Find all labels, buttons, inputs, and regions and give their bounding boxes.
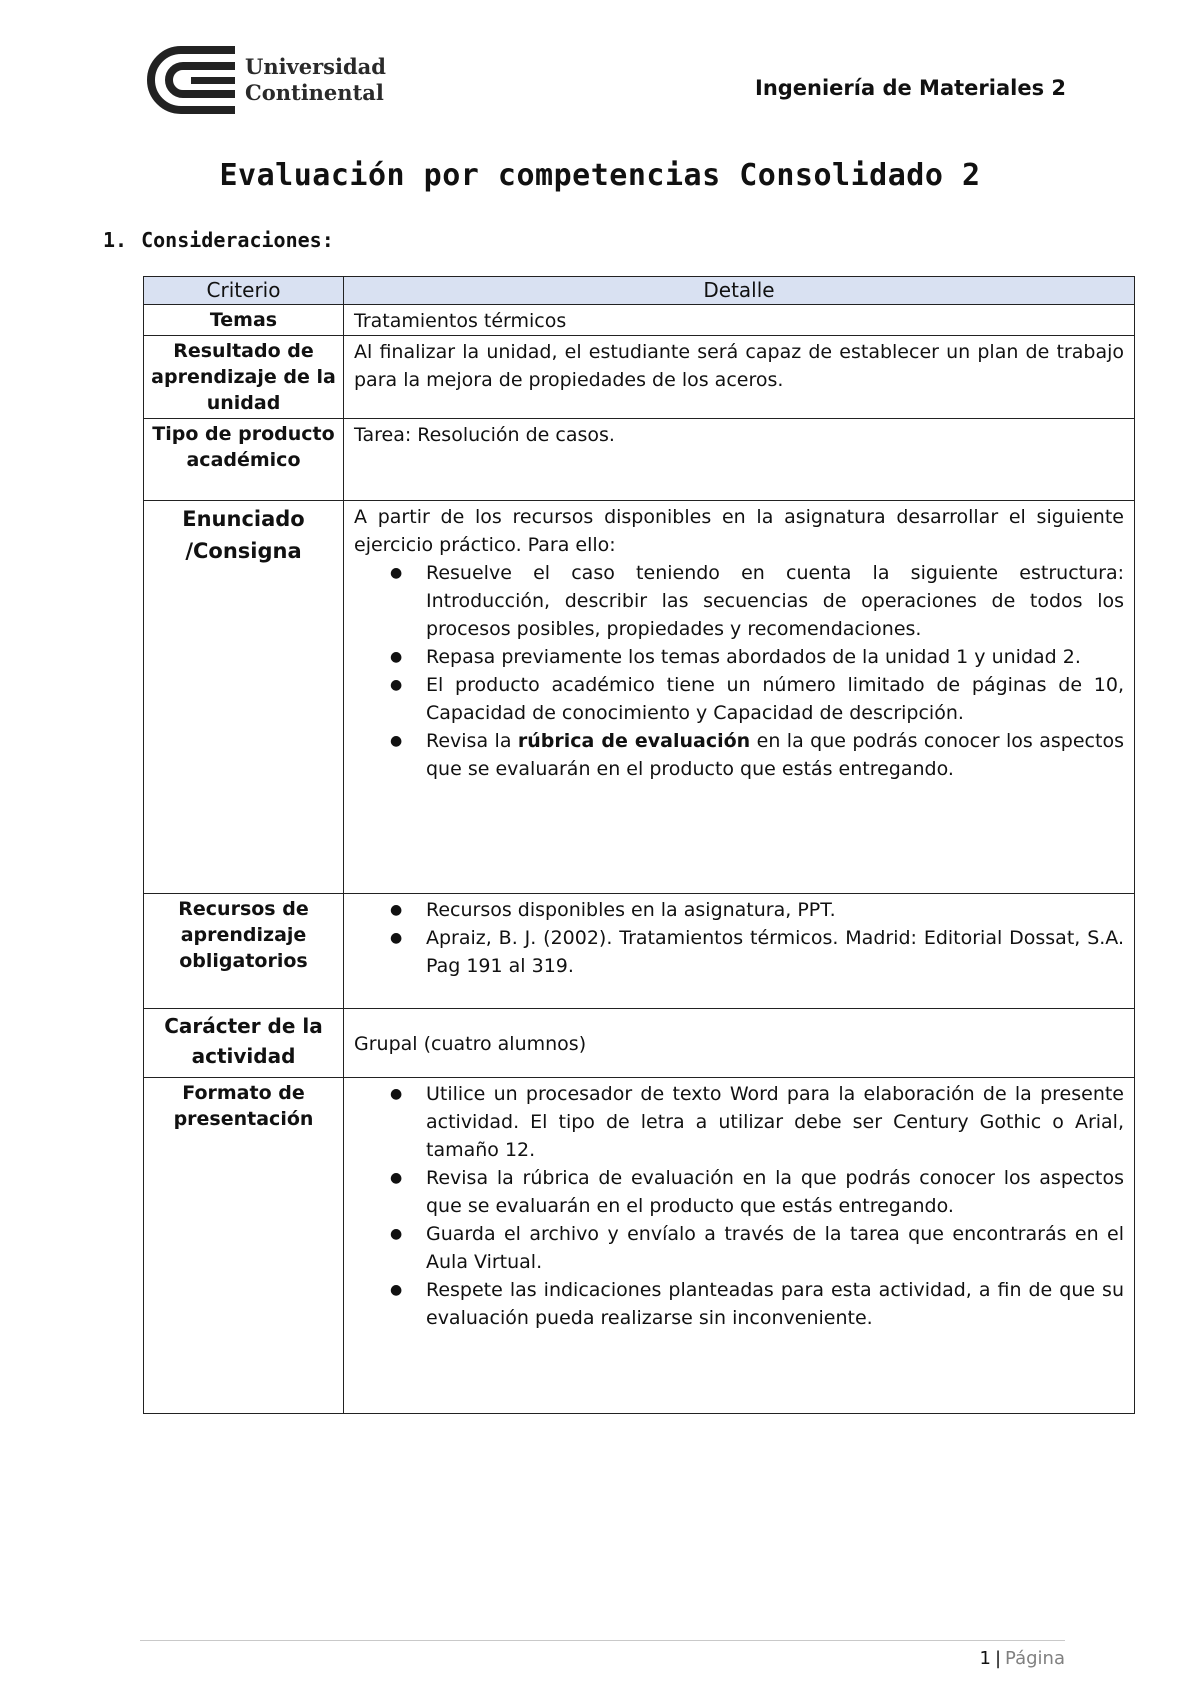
enunciado-list [354, 559, 1124, 783]
course-name: Ingeniería de Materiales 2 [755, 76, 1066, 100]
list-item: ● El producto académico tiene un número limitado de páginas de 10, Capacidad de conocimiento y Capacidad de descripción. [426, 671, 1124, 727]
formato-list [354, 1080, 1124, 1332]
criterion-detail: Al finalizar la unidad, el estudiante será capaz de establecer un plan de trabajo para la mejora de propiedades de los aceros. [344, 336, 1135, 419]
criterion-detail [344, 894, 1135, 1009]
table-row-temas [144, 305, 1135, 336]
criterion-label: Carácter de la actividad [144, 1009, 344, 1078]
page-footer [980, 1648, 1065, 1669]
table-row-resultado [144, 336, 1135, 419]
table-row-caracter [144, 1009, 1135, 1078]
list-item: ● Apraiz, B. J. (2002). Tratamientos térmicos. Madrid: Editorial Dossat, S.A. Pag 191 al 319. [426, 924, 1124, 980]
university-logo [145, 44, 386, 116]
rubric-emphasis: rúbrica de evaluación [517, 730, 751, 752]
enunciado-intro: A partir de los recursos disponibles en la asignatura desarrollar el siguiente ejercicio práctico. Para ello: [354, 506, 1124, 556]
criterion-detail: Grupal (cuatro alumnos) [344, 1009, 1135, 1078]
criterion-label-text: Enunciado /Consigna [182, 507, 305, 563]
column-header-detalle: Detalle [344, 277, 1135, 305]
criterion-detail [344, 1078, 1135, 1414]
list-item: ● Resuelve el caso teniendo en cuenta la siguiente estructura: Introducción, describir las secuencias de operaciones de todos los procesos posibles, propiedades y recomendaciones. [426, 559, 1124, 643]
list-item-text: Revisa la [426, 730, 512, 752]
list-item-text: en la que podrás conocer los aspectos que se evaluarán en el producto que estás entregando. [426, 730, 1124, 780]
list-item: ● Recursos disponibles en la asignatura, PPT. [426, 896, 1124, 924]
criterion-label: Tipo de producto académico [144, 419, 344, 501]
criterion-label: Recursos de aprendizaje obligatorios [144, 894, 344, 1009]
list-item: ● Guarda el archivo y envíalo a través de la tarea que encontrarás en el Aula Virtual. [426, 1220, 1124, 1276]
section-heading [103, 228, 334, 252]
table-header-row [144, 277, 1135, 305]
criterion-label: Temas [144, 305, 344, 336]
list-item [426, 727, 1124, 783]
table-row-enunciado [144, 501, 1135, 894]
list-item: ● Repasa previamente los temas abordados de la unidad 1 y unidad 2. [426, 643, 1124, 671]
document-title: Evaluación por competencias Consolidado 2 [219, 158, 981, 193]
footer-divider [140, 1640, 1065, 1641]
list-item: ● Respete las indicaciones planteadas para esta actividad, a fin de que su evaluación pueda realizarse sin inconveniente. [426, 1276, 1124, 1332]
criterion-label: Formato de presentación [144, 1078, 344, 1414]
criterion-label: Resultado de aprendizaje de la unidad [144, 336, 344, 419]
table-row-tipo [144, 419, 1135, 501]
table-row-recursos [144, 894, 1135, 1009]
list-item: ● Revisa la rúbrica de evaluación en la que podrás conocer los aspectos que se evaluarán en el producto que estás entregando. [426, 1164, 1124, 1220]
criterion-label [144, 501, 344, 894]
logo-line-2: Continental [245, 80, 384, 105]
criterion-detail [344, 501, 1135, 894]
logo-line-1: Universidad [245, 54, 386, 79]
criterion-detail: Tratamientos térmicos [344, 305, 1135, 336]
continental-logo-icon [145, 44, 237, 116]
page-number: 1 [979, 1648, 991, 1669]
section-label: Consideraciones: [141, 228, 334, 252]
considerations-table [143, 276, 1135, 1414]
column-header-criterio: Criterio [144, 277, 344, 305]
section-number: 1. [103, 228, 128, 252]
table-row-formato [144, 1078, 1135, 1414]
criterion-detail: Tarea: Resolución de casos. [344, 419, 1135, 501]
logo-wordmark [245, 54, 386, 106]
recursos-list [354, 896, 1124, 980]
list-item: ● Utilice un procesador de texto Word para la elaboración de la presente actividad. El tipo de letra a utilizar debe ser Century Gothic o Arial, tamaño 12. [426, 1080, 1124, 1164]
footer-separator: | [994, 1648, 1002, 1669]
page-label: Página [1005, 1648, 1065, 1669]
